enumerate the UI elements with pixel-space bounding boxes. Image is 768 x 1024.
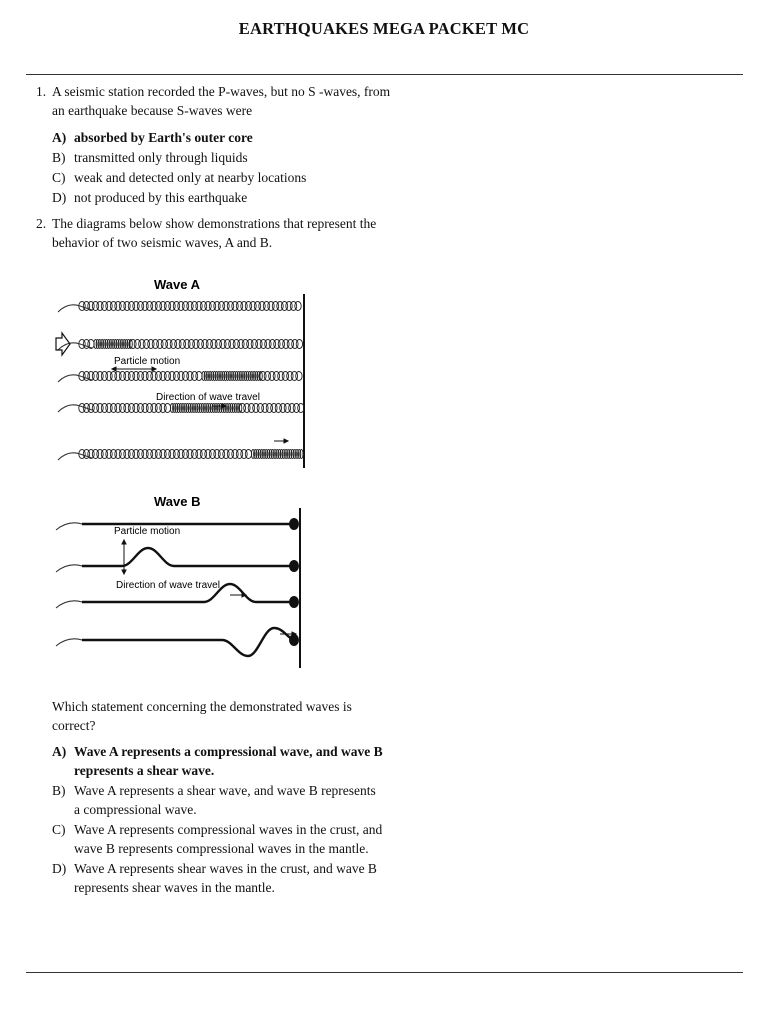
hand-icon	[56, 523, 82, 530]
question-2-choices	[52, 742, 392, 922]
choice-d: D) not produced by this earthquake	[52, 190, 248, 205]
question-1	[36, 82, 396, 212]
wave-b-direction-label: Direction of wave travel	[116, 580, 220, 591]
wave-a-direction-label: Direction of wave travel	[156, 392, 260, 403]
question-number: 1.	[36, 84, 47, 99]
spring-coil	[296, 372, 302, 381]
hand-icons	[58, 305, 92, 460]
wave-b-diagram	[52, 488, 312, 676]
direction-arrow	[230, 593, 296, 636]
particle-motion-arrow	[112, 367, 156, 371]
wall-knots	[289, 518, 299, 646]
spring-coil	[300, 450, 303, 459]
particle-motion-arrow	[122, 540, 126, 574]
spring-coil	[196, 372, 202, 381]
page-title: EARTHQUAKES MEGA PACKET MC	[238, 19, 530, 38]
hand-icon	[58, 343, 92, 350]
choice-d: D) Wave A represents shear waves in the crust, and wave B represents shear waves in the mantle.	[52, 861, 377, 895]
choice-b: B) transmitted only through liquids	[52, 150, 248, 165]
spring-coil	[296, 340, 302, 349]
hand-icon	[58, 305, 92, 312]
hand-icon	[58, 453, 92, 460]
question-stem: A seismic station recorded the P-waves, but no S -waves, from an earthquake because S-waves were	[52, 84, 391, 118]
spring-rows	[79, 302, 304, 459]
hand-icons	[56, 523, 82, 646]
spring-coil	[164, 404, 170, 413]
wave-b-particle-label: Particle motion	[114, 526, 181, 537]
wave-a-diagram	[52, 272, 312, 472]
choice-c: C) weak and detected only at nearby locations	[52, 170, 307, 185]
hand-icon	[58, 405, 92, 412]
hand-icon	[56, 639, 82, 646]
choice-c: C) Wave A represents compressional waves in the crust, and wave B represents compressional waves in the mantle.	[52, 822, 383, 856]
choice-a: A) absorbed by Earth's outer core	[52, 130, 253, 145]
bottom-divider	[26, 972, 743, 973]
answer-choices	[52, 128, 384, 208]
spring-coil	[245, 450, 251, 459]
choice-a: A) Wave A represents a compressional wave, and wave B represents a shear wave.	[52, 744, 383, 778]
wave-a-particle-label: Particle motion	[114, 356, 181, 367]
wave-b-title: Wave B	[154, 494, 201, 509]
hand-icon	[56, 601, 82, 608]
answer-choices	[52, 742, 384, 898]
hand-icon	[58, 375, 92, 382]
choice-b: B) Wave A represents a shear wave, and wave B represents a compressional wave.	[52, 783, 376, 817]
question-2-prompt: Which statement concerning the demonstrated waves is correct?	[52, 699, 352, 733]
question-number: 2.	[36, 216, 47, 231]
question-2	[36, 214, 396, 259]
wave-a-title: Wave A	[154, 277, 200, 292]
spring-coil	[295, 302, 301, 311]
question-stem: The diagrams below show demonstrations that represent the behavior of two seismic waves, A and B.	[52, 216, 377, 250]
hand-icon	[56, 565, 82, 572]
top-divider	[26, 74, 743, 75]
